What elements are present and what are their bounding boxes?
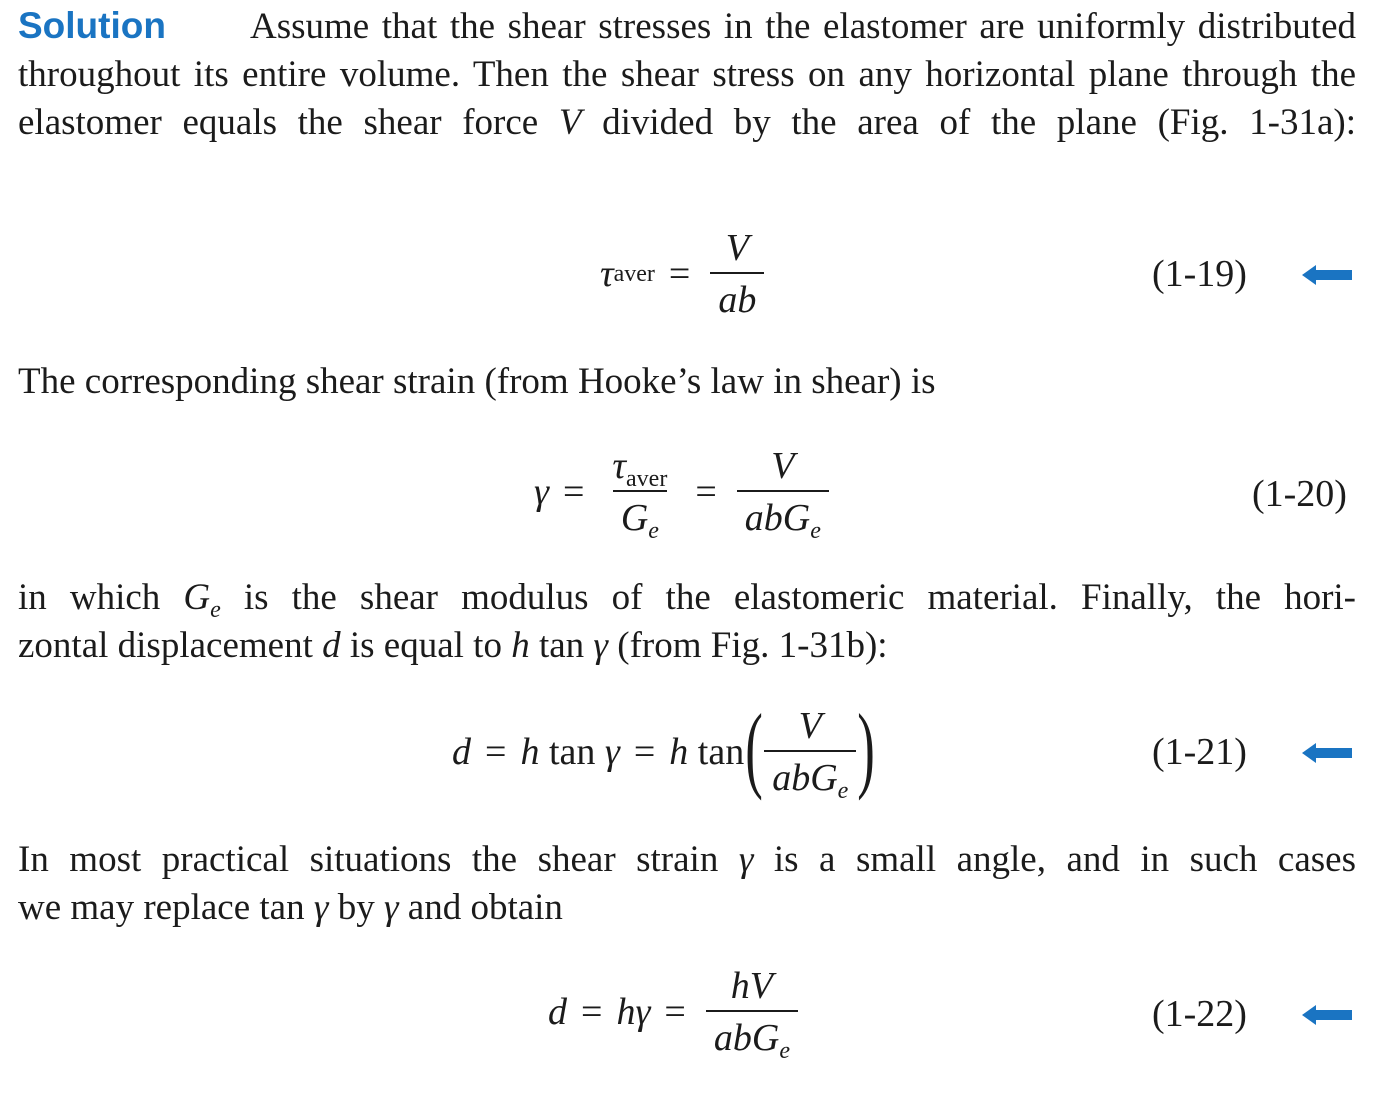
fraction-tau-over-G — [604, 445, 675, 544]
text: by — [328, 887, 384, 928]
h-symbol: h — [520, 731, 540, 773]
var-gamma: γ — [313, 887, 329, 928]
subscript-e: e — [837, 778, 849, 804]
equation-number-1-21: (1-21) — [1152, 731, 1247, 773]
paragraph-modulus-line2 — [18, 622, 1356, 670]
text: tan — [529, 625, 594, 666]
numerator: V — [725, 227, 749, 269]
text: is a small angle, and in such cases — [753, 839, 1356, 880]
numerator: V — [771, 445, 795, 487]
solution-heading: Solution — [18, 5, 166, 46]
text: In most practical situations the shear strain — [18, 839, 739, 880]
paragraph-modulus-line1 — [18, 574, 1356, 622]
paragraph-text-after: divided by the area of the plane (Fig. 1-31a): — [581, 102, 1356, 143]
paragraph-strain: The corresponding shear strain (from Hooke’s law in shear) is — [18, 361, 936, 402]
denominator: ab — [710, 272, 764, 320]
numerator: hV — [730, 965, 774, 1007]
denominator: abG — [744, 497, 811, 539]
fraction — [764, 705, 856, 804]
equation-number-1-19: (1-19) — [1152, 253, 1247, 295]
equals-sign-2: = — [695, 471, 717, 513]
subscript-aver: aver — [626, 466, 668, 492]
d-symbol: d — [452, 731, 471, 773]
d-symbol: d — [548, 991, 567, 1033]
equals-sign: = — [581, 991, 603, 1033]
gamma-symbol: γ — [534, 471, 549, 513]
right-paren: ) — [857, 694, 876, 801]
subscript-e: e — [779, 1038, 790, 1064]
left-arrow-icon — [1302, 742, 1352, 764]
paragraph-text: Assume that the shear stresses in the elastomer are uniformly distributed throughout its entire volume. Then the shear stress on any horizontal plane through the elastomer equals the shear force — [18, 6, 1356, 143]
tau-symbol: τ — [600, 253, 614, 295]
subscript-e: e — [648, 518, 659, 544]
equation-1-21 — [452, 694, 876, 804]
var-gamma: γ — [593, 625, 609, 666]
text: is the shear modulus of the elastomeric material. Finally, the hori- — [220, 577, 1356, 618]
left-arrow-icon — [1302, 264, 1352, 286]
G-symbol: G — [620, 497, 649, 539]
tan-function: tan — [548, 731, 596, 773]
paragraph-small-angle-line2 — [18, 884, 1356, 932]
h-symbol-2: h — [669, 731, 689, 773]
fraction — [706, 965, 798, 1064]
equation-number-1-22: (1-22) — [1152, 993, 1247, 1035]
var-gamma: γ — [383, 887, 399, 928]
text: we may replace tan — [18, 887, 314, 928]
equals-sign: = — [668, 253, 691, 295]
var-h: h — [511, 625, 530, 666]
denominator: abG — [772, 757, 838, 799]
fraction — [710, 228, 764, 320]
equals-sign-2: = — [633, 731, 656, 773]
equation-1-19: τ aver = $\frac{V}{ab}$ — [600, 228, 770, 320]
paragraph-small-angle-line1 — [18, 836, 1356, 884]
tan-function-2: tan — [697, 731, 745, 773]
equation-number-1-20: (1-20) — [1252, 473, 1347, 515]
denominator: abG — [713, 1017, 780, 1059]
subscript-e: e — [210, 597, 221, 623]
text: and obtain — [398, 887, 563, 928]
fraction-V-over-abG — [737, 445, 829, 544]
left-arrow-icon — [1302, 1004, 1352, 1026]
var-gamma: γ — [738, 839, 754, 880]
text: (from Fig. 1-31b): — [608, 625, 888, 666]
equals-sign: = — [562, 471, 585, 513]
var-d: d — [322, 625, 341, 666]
text: zontal displacement — [18, 625, 323, 666]
equation-1-22 — [548, 965, 804, 1064]
text: in which — [18, 577, 184, 618]
h-gamma: hγ — [616, 991, 651, 1033]
paragraph-intro — [18, 2, 1356, 147]
tau-symbol: τ — [612, 445, 627, 487]
var-V: V — [558, 102, 582, 143]
text: is equal to — [340, 625, 512, 666]
numerator: V — [798, 705, 822, 747]
equals-sign-2: = — [664, 991, 686, 1033]
equation-1-20 — [534, 445, 835, 544]
gamma-symbol: γ — [604, 731, 620, 773]
left-paren: ( — [745, 694, 764, 801]
var-G: G — [183, 577, 211, 618]
equals-sign: = — [485, 731, 507, 773]
subscript-e: e — [810, 518, 821, 544]
